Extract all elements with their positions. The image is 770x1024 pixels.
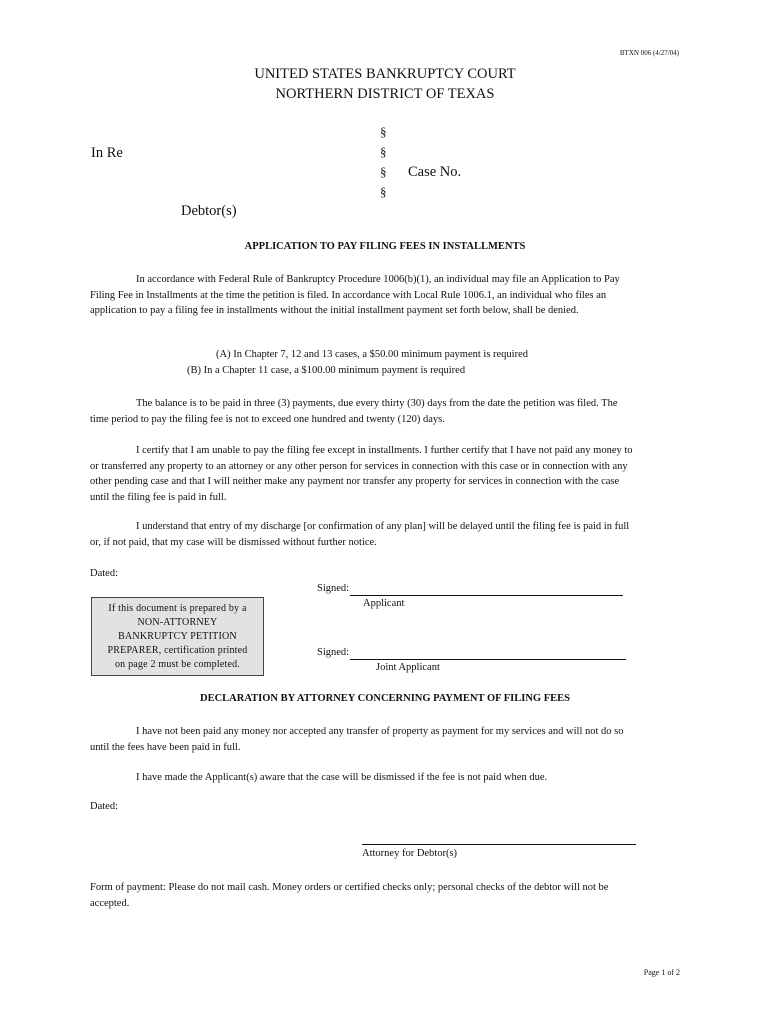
application-title: APPLICATION TO PAY FILING FEES IN INSTALLMENTS [244, 241, 526, 252]
case-no-label: Case No. [408, 164, 462, 180]
dated-label: Dated: [90, 568, 118, 579]
section-symbol: § [380, 124, 387, 139]
debtors-label: Debtor(s) [181, 203, 237, 219]
aware-paragraph: I have made the Applicant(s) aware that the case will be dismissed if the fee is not paid when due. [136, 772, 548, 783]
preparer-line: on page 2 must be completed. [114, 658, 240, 670]
chapter-11-item: (B) In a Chapter 11 case, a $100.00 minimum payment is required [187, 365, 466, 376]
in-re-label: In Re [91, 145, 123, 161]
declaration-paragraph: I have not been paid any money nor accepted any transfer of property as payment for my services and will not do so until the fees have been paid in full. [90, 726, 624, 753]
discharge-paragraph: I understand that entry of my discharge [or confirmation of any plan] will be delayed until the filing fee is paid in full or, if not paid, that my case will be dismissed without further notice. [90, 521, 630, 548]
preparer-notice-box [91, 597, 264, 676]
joint-applicant-label: Joint Applicant [376, 662, 440, 673]
preparer-line: If this document is prepared by a [108, 602, 247, 614]
applicant-signature-line[interactable] [350, 595, 623, 596]
section-symbol: § [380, 144, 387, 159]
preparer-line: BANKRUPTCY PETITION [118, 630, 237, 642]
section-symbol: § [380, 184, 387, 199]
declaration-title: DECLARATION BY ATTORNEY CONCERNING PAYMENT OF FILING FEES [200, 693, 570, 704]
court-name: UNITED STATES BANKRUPTCY COURT [254, 66, 516, 82]
certify-paragraph: I certify that I am unable to pay the filing fee except in installments. I further certify that I have not paid any money to or transferred any property to an attorney or any other person for services in connection with this case or in connection with any other pending case and that I will neither make any payment nor transfer any property for services in connection with the case until the filing fee is paid in full. [90, 445, 633, 503]
form-id: BTXN 006 (4/27/04) [619, 49, 679, 57]
attorney-label: Attorney for Debtor(s) [362, 848, 458, 859]
court-district: NORTHERN DISTRICT OF TEXAS [275, 86, 495, 102]
dated-label: Dated: [90, 801, 118, 812]
joint-applicant-signature-line[interactable] [350, 659, 626, 660]
payment-note: Form of payment: Please do not mail cash. Money orders or certified checks only; personal checks of the debtor will not be accepted. [90, 882, 609, 909]
section-symbol: § [380, 164, 387, 179]
page-number: Page 1 of 2 [643, 968, 680, 977]
balance-paragraph: The balance is to be paid in three (3) payments, due every thirty (30) days from the date the petition was filed. The time period to pay the filing fee is not to exceed one hundred and twenty (120) days. [90, 398, 618, 425]
preparer-line: NON-ATTORNEY [137, 616, 218, 628]
rule-paragraph: In accordance with Federal Rule of Bankruptcy Procedure 1006(b)(1), an individual may file an Application to Pay Filing Fee in Installments at the time the petition is filed. In accordance with Local Rule 1006.1, an individual who files an application to pay a filing fee in installments without the initial installment payment set forth below, shall be denied. [90, 274, 620, 316]
applicant-label: Applicant [363, 598, 405, 609]
chapter-7-item: (A) In Chapter 7, 12 and 13 cases, a $50.00 minimum payment is required [216, 349, 529, 360]
attorney-signature-line[interactable] [362, 844, 636, 845]
preparer-line: PREPARER, certification printed [107, 644, 248, 656]
signed-label: Signed: [317, 583, 350, 594]
signed-label: Signed: [317, 647, 350, 658]
